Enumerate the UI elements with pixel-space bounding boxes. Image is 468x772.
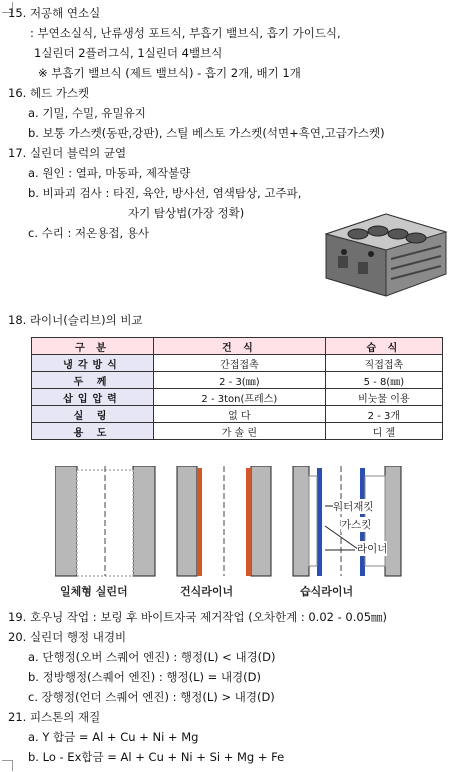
table-header-cell: 건 식 <box>154 338 326 355</box>
table-row-label: 두 께 <box>32 372 154 389</box>
caption-wet-liner: 습식라이너 <box>300 585 354 598</box>
table-cell: 2 - 3개 <box>325 406 442 423</box>
table-row <box>32 389 443 406</box>
section-20-item-c: c. 장행정(언더 스퀘어 엔진) : 행정(L) > 내경(D) <box>28 690 275 704</box>
table-row <box>32 423 443 440</box>
caption-dry-liner: 건식라이너 <box>180 585 234 598</box>
section-17-item-b-cont: 자기 탐상법(가장 정확) <box>128 206 245 220</box>
table-header-row <box>32 338 443 355</box>
label-water-jacket: 워터재킷 <box>333 501 374 513</box>
section-17-item-a: a. 원인 : 열파, 마동파, 제작불량 <box>28 166 191 180</box>
cylinder-block-image <box>316 204 456 304</box>
caption-integral-cylinder: 일체형 실린더 <box>60 585 128 598</box>
table-header-cell: 습 식 <box>325 338 442 355</box>
section-17-heading: 17. 실린더 블럭의 균열 <box>8 146 127 160</box>
section-15-note: ※ 부흡기 밸브식 (제트 밸브식) - 흡기 2개, 배기 1개 <box>38 66 301 80</box>
liner-comparison-table <box>31 337 443 440</box>
section-21-heading: 21. 피스톤의 재질 <box>8 710 101 724</box>
table-row <box>32 372 443 389</box>
table-cell: 간접접촉 <box>154 355 326 372</box>
section-16-item-b: b. 보통 가스켓(동판,강판), 스틸 베스토 가스켓(석면+흑연,고급가스켓) <box>28 126 385 140</box>
table-cell: 디 젤 <box>325 423 442 440</box>
section-18-heading: 18. 라이너(슬리브)의 비교 <box>8 313 143 327</box>
section-17-item-c: c. 수리 : 저온용접, 용사 <box>28 226 150 240</box>
table-cell: 직접접촉 <box>325 355 442 372</box>
section-17-item-b: b. 비파괴 검사 : 타진, 육안, 방사선, 염색탐상, 고주파, <box>28 186 302 200</box>
section-19-heading: 19. 호우닝 작업 : 보링 후 바이트자국 제거작업 (오차한계 : 0.02 - 0.05㎜) <box>8 610 388 624</box>
section-20-heading: 20. 실린더 행정 내경비 <box>8 630 127 644</box>
section-21-item-a: a. Y 합금 = Al + Cu + Ni + Mg <box>28 730 199 744</box>
table-cell: 5 - 8(㎜) <box>325 372 442 389</box>
section-15-line-1: : 부연소실식, 난류생성 포트식, 부흡기 밸브식, 흡기 가이드식, <box>30 26 341 40</box>
table-row-label: 삽입압력 <box>32 389 154 406</box>
table-cell: 가 솔 린 <box>154 423 326 440</box>
section-15-line-2: 1실린더 2플러그식, 1실린더 4밸브식 <box>34 46 223 60</box>
table-cell: 비눗물 이용 <box>325 389 442 406</box>
integral-cylinder-diagram <box>55 466 155 576</box>
section-16-heading: 16. 헤드 가스켓 <box>8 86 90 100</box>
table-row <box>32 406 443 423</box>
table-cell: 없 다 <box>154 406 326 423</box>
section-16-item-a: a. 기밀, 수밀, 유밀유지 <box>28 106 146 120</box>
section-20-item-a: a. 단행정(오버 스퀘어 엔진) : 행정(L) < 내경(D) <box>28 650 276 664</box>
section-21-item-b: b. Lo - Ex합금 = Al + Cu + Ni + Si + Mg + Fe <box>28 750 285 764</box>
table-row <box>32 355 443 372</box>
label-liner: 라이너 <box>357 543 388 555</box>
page-corner-bottom-left <box>2 760 13 771</box>
section-15-heading: 15. 저공해 연소실 <box>8 6 101 20</box>
table-cell: 2 - 3ton(프레스) <box>154 389 326 406</box>
dry-liner-diagram <box>177 466 271 576</box>
label-gasket: 가스킷 <box>341 519 372 531</box>
table-row-label: 실 링 <box>32 406 154 423</box>
table-row-label: 용 도 <box>32 423 154 440</box>
table-cell: 2 - 3(㎜) <box>154 372 326 389</box>
table-row-label: 냉각방식 <box>32 355 154 372</box>
section-20-item-b: b. 정방행정(스퀘어 엔진) : 행정(L) = 내경(D) <box>28 670 261 684</box>
table-header-cell: 구 분 <box>32 338 154 355</box>
